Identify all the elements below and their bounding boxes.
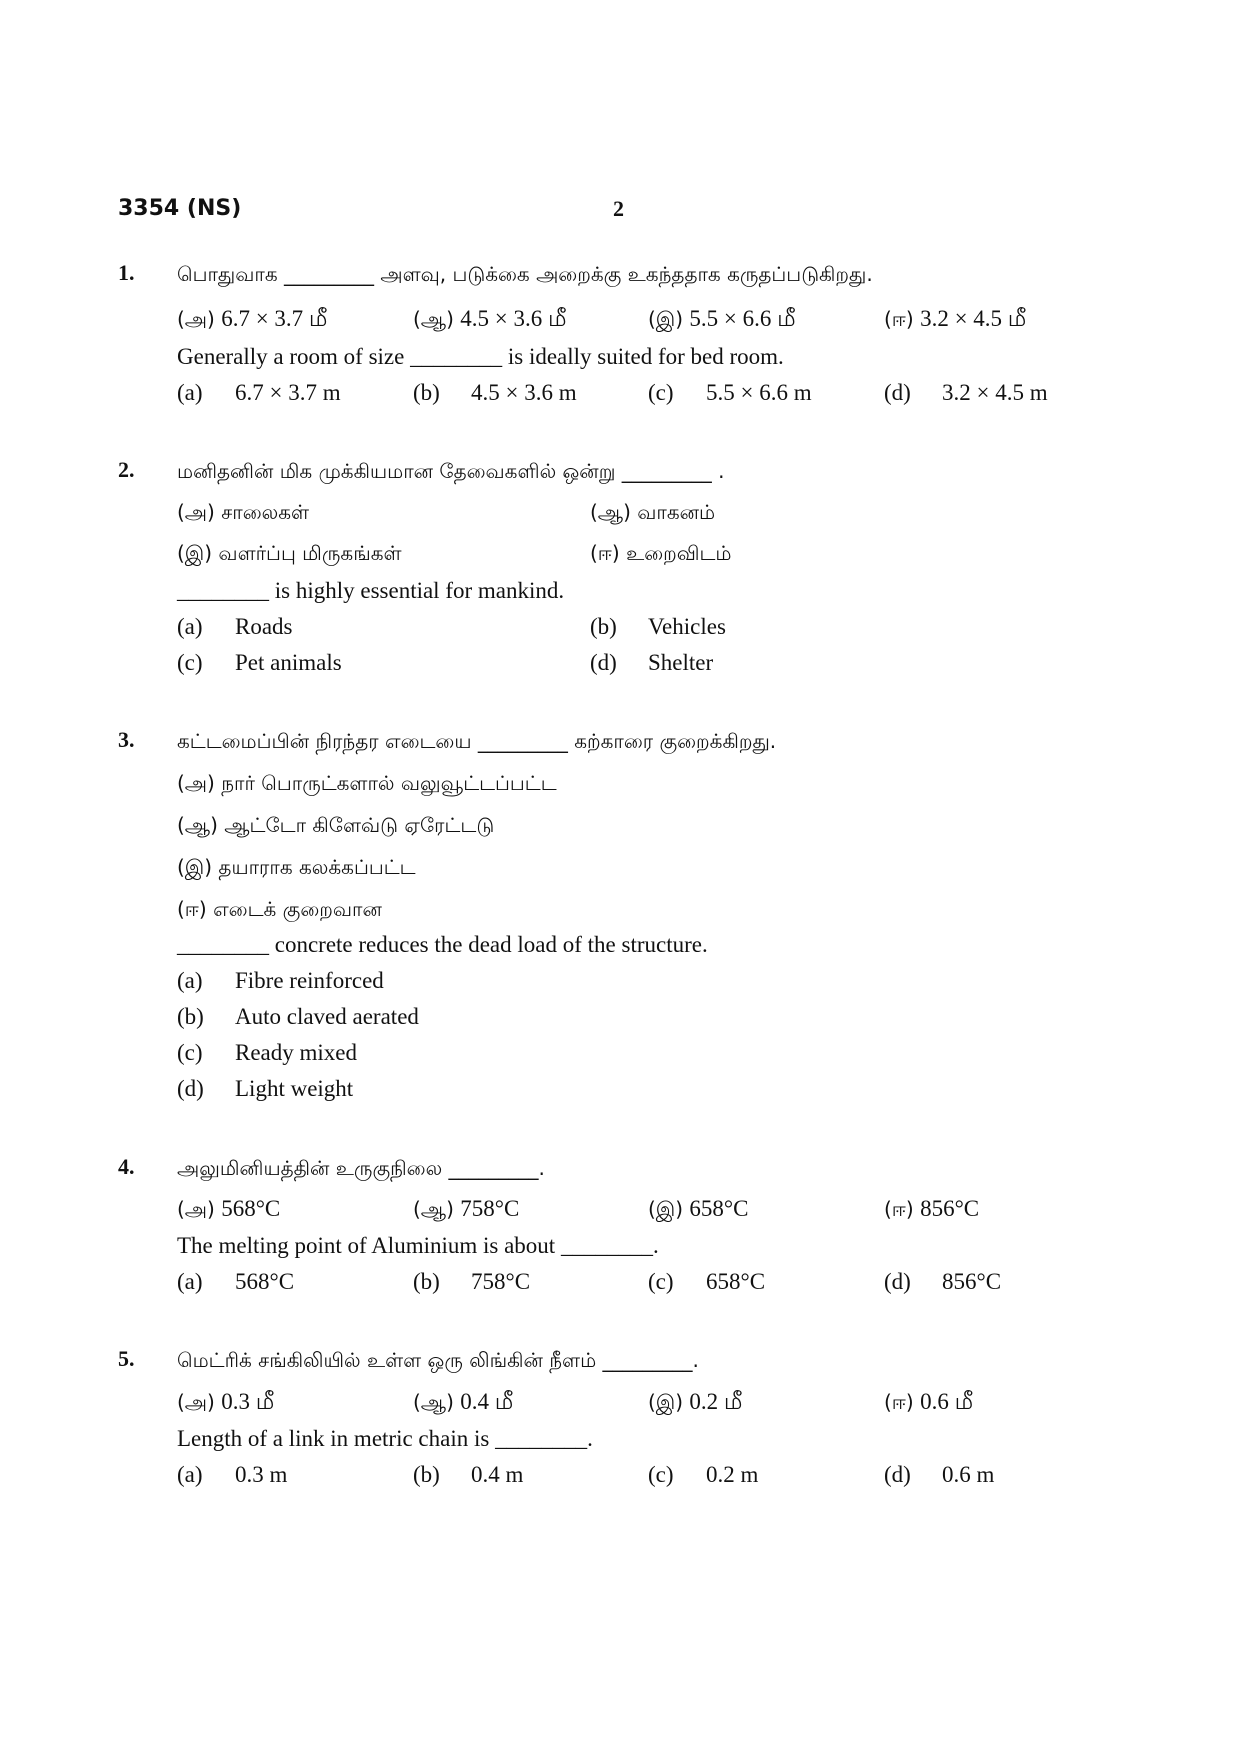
tamil-stem: அலுமினியத்தின் உருகுநிலை _________. bbox=[177, 1156, 545, 1180]
english-option: (d) Shelter bbox=[590, 650, 714, 675]
english-stem: ________ is highly essential for mankind. bbox=[177, 578, 565, 603]
tamil-option: (இ) 658°C bbox=[648, 1196, 749, 1221]
question-number: 3. bbox=[118, 727, 135, 752]
question-number: 5. bbox=[118, 1346, 135, 1371]
tamil-option: (ஆ) வாகனம் bbox=[590, 500, 716, 524]
english-option: (a) Fibre reinforced bbox=[177, 968, 384, 993]
english-option: (c) Ready mixed bbox=[177, 1040, 357, 1065]
english-stem: The melting point of Aluminium is about ________. bbox=[177, 1233, 659, 1258]
tamil-option: (ஆ) ஆட்டோ கிளேவ்டு ஏரேட்டடு bbox=[177, 813, 495, 837]
english-option: (a) 568°C bbox=[177, 1269, 295, 1294]
tamil-option: (அ) 0.3 மீ bbox=[177, 1389, 275, 1414]
tamil-option: (இ) 0.2 மீ bbox=[648, 1389, 743, 1414]
tamil-option: (ஈ) எடைக் குறைவான bbox=[177, 897, 382, 921]
english-stem: Length of a link in metric chain is ________. bbox=[177, 1426, 593, 1451]
tamil-stem: பொதுவாக _________ அளவு, படுக்கை அறைக்கு உகந்ததாக கருதப்படுகிறது. bbox=[177, 262, 873, 286]
english-option: (a) Roads bbox=[177, 614, 293, 639]
tamil-option: (ஈ) 3.2 × 4.5 மீ bbox=[884, 306, 1027, 331]
tamil-option: (இ) 5.5 × 6.6 மீ bbox=[648, 306, 796, 331]
english-option: (d) 0.6 m bbox=[884, 1462, 995, 1487]
tamil-option: (அ) நார் பொருட்களால் வலுவூட்டப்பட்ட bbox=[177, 771, 557, 795]
english-option: (c) 5.5 × 6.6 m bbox=[648, 380, 812, 405]
question-number: 4. bbox=[118, 1154, 135, 1179]
tamil-option: (அ) சாலைகள் bbox=[177, 500, 310, 524]
tamil-option: (ஈ) 856°C bbox=[884, 1196, 980, 1221]
tamil-option: (ஆ) 4.5 × 3.6 மீ bbox=[413, 306, 567, 331]
english-option: (c) 658°C bbox=[648, 1269, 766, 1294]
tamil-option: (இ) வளர்ப்பு மிருகங்கள் bbox=[177, 541, 402, 565]
tamil-option: (ஈ) உறைவிடம் bbox=[590, 541, 732, 565]
tamil-option: (அ) 6.7 × 3.7 மீ bbox=[177, 306, 328, 331]
english-stem: Generally a room of size ________ is ideally suited for bed room. bbox=[177, 344, 784, 369]
english-option: (d) 856°C bbox=[884, 1269, 1002, 1294]
tamil-option: (ஆ) 758°C bbox=[413, 1196, 520, 1221]
english-option: (a) 0.3 m bbox=[177, 1462, 288, 1487]
tamil-option: (அ) 568°C bbox=[177, 1196, 281, 1221]
english-option: (d) 3.2 × 4.5 m bbox=[884, 380, 1048, 405]
english-option: (b) Vehicles bbox=[590, 614, 726, 639]
paper-code: 3354 (NS) bbox=[118, 196, 242, 221]
tamil-option: (ஈ) 0.6 மீ bbox=[884, 1389, 974, 1414]
english-option: (b) 4.5 × 3.6 m bbox=[413, 380, 577, 405]
english-option: (c) Pet animals bbox=[177, 650, 342, 675]
english-option: (c) 0.2 m bbox=[648, 1462, 759, 1487]
english-option: (b) Auto claved aerated bbox=[177, 1004, 419, 1029]
question-number: 2. bbox=[118, 457, 135, 482]
english-option: (a) 6.7 × 3.7 m bbox=[177, 380, 341, 405]
english-option: (b) 758°C bbox=[413, 1269, 531, 1294]
question-number: 1. bbox=[118, 260, 135, 285]
tamil-option: (ஆ) 0.4 மீ bbox=[413, 1389, 514, 1414]
english-option: (b) 0.4 m bbox=[413, 1462, 524, 1487]
tamil-stem: மனிதனின் மிக முக்கியமான தேவைகளில் ஒன்று _________ . bbox=[177, 459, 725, 483]
english-option: (d) Light weight bbox=[177, 1076, 354, 1101]
tamil-stem: மெட்ரிக் சங்கிலியில் உள்ள ஒரு லிங்கின் நீளம் _________. bbox=[177, 1348, 699, 1372]
tamil-option: (இ) தயாராக கலக்கப்பட்ட bbox=[177, 855, 416, 879]
page-number: 2 bbox=[613, 196, 624, 221]
english-stem: ________ concrete reduces the dead load of the structure. bbox=[177, 932, 708, 957]
tamil-stem: கட்டமைப்பின் நிரந்தர எடையை _________ கற்காரை குறைக்கிறது. bbox=[177, 729, 777, 753]
